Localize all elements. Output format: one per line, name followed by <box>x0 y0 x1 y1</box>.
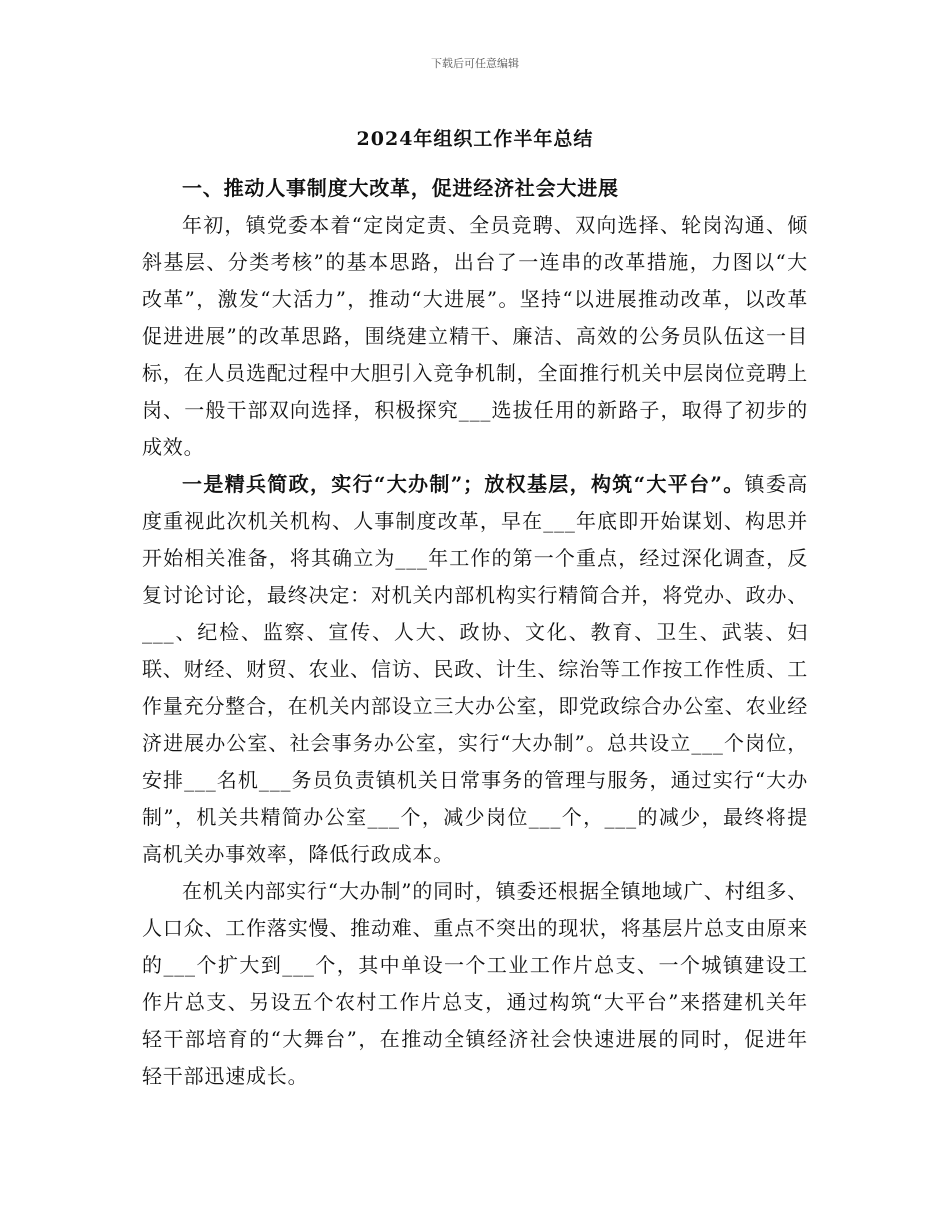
paragraph <box>142 466 808 873</box>
document-title: 2024年组织工作半年总结 <box>356 128 594 150</box>
header-note: 下载后可任意编辑 <box>431 57 519 70</box>
paragraph: 年初，镇党委本着“定岗定责、全员竞聘、双向选择、轮岗沟通、倾斜基层、分类考核”的基本思路，出台了一连串的改革措施，力图以“大改革”，激发“大活力”，推动“大进展”。坚持“以进展推动改革，以改革促进进展”的改革思路，围绕建立精干、廉洁、高效的公务员队伍这一目标，在人员选配过程中大胆引入竞争机制，全面推行机关中层岗位竞聘上岗、一般干部双向选择，积极探究___选拔任用的新路子，取得了初步的成效。 <box>142 213 808 459</box>
paragraph: 在机关内部实行“大办制”的同时，镇委还根据全镇地域广、村组多、人口众、工作落实慢、推动难、重点不突出的现状，将基层片总支由原来的___个扩大到___个，其中单设一个工业工作片总支、一个城镇建设工作片总支、另设五个农村工作片总支，通过构筑“大平台”来搭建机关年轻干部培育的“大舞台”，在推动全镇经济社会快速进展的同时，促进年轻干部迅速成长。 <box>142 879 808 1088</box>
paragraph-body: 镇委高度重视此次机关机构、人事制度改革，早在___年底即开始谋划、构思并开始相关准备，将其确立为___年工作的第一个重点，经过深化调查，反复讨论讨论，最终决定：对机关内部机构实行精简合并，将党办、政办、___、纪检、监察、宣传、人大、政协、文化、教育、卫生、武装、妇联、财经、财贸、农业、信访、民政、计生、综治等工作按工作性质、工作量充分整合，在机关内部设立三大办公室，即党政综合办公室、农业经济进展办公室、社会事务办公室，实行“大办制”。总共设立___个岗位，安排___名机___务员负责镇机关日常事务的管理与服务，通过实行“大办制”，机关共精简办公室___个，减少岗位___个，___的减少，最终将提高机关办事效率，降低行政成本。 <box>142 472 808 866</box>
paragraph-lead: 一是精兵简政，实行“大办制”；放权基层，构筑“大平台”。 <box>182 472 745 496</box>
document-body <box>142 170 808 1095</box>
section-heading: 一、推动人事制度大改革，促进经济社会大进展 <box>182 176 619 200</box>
